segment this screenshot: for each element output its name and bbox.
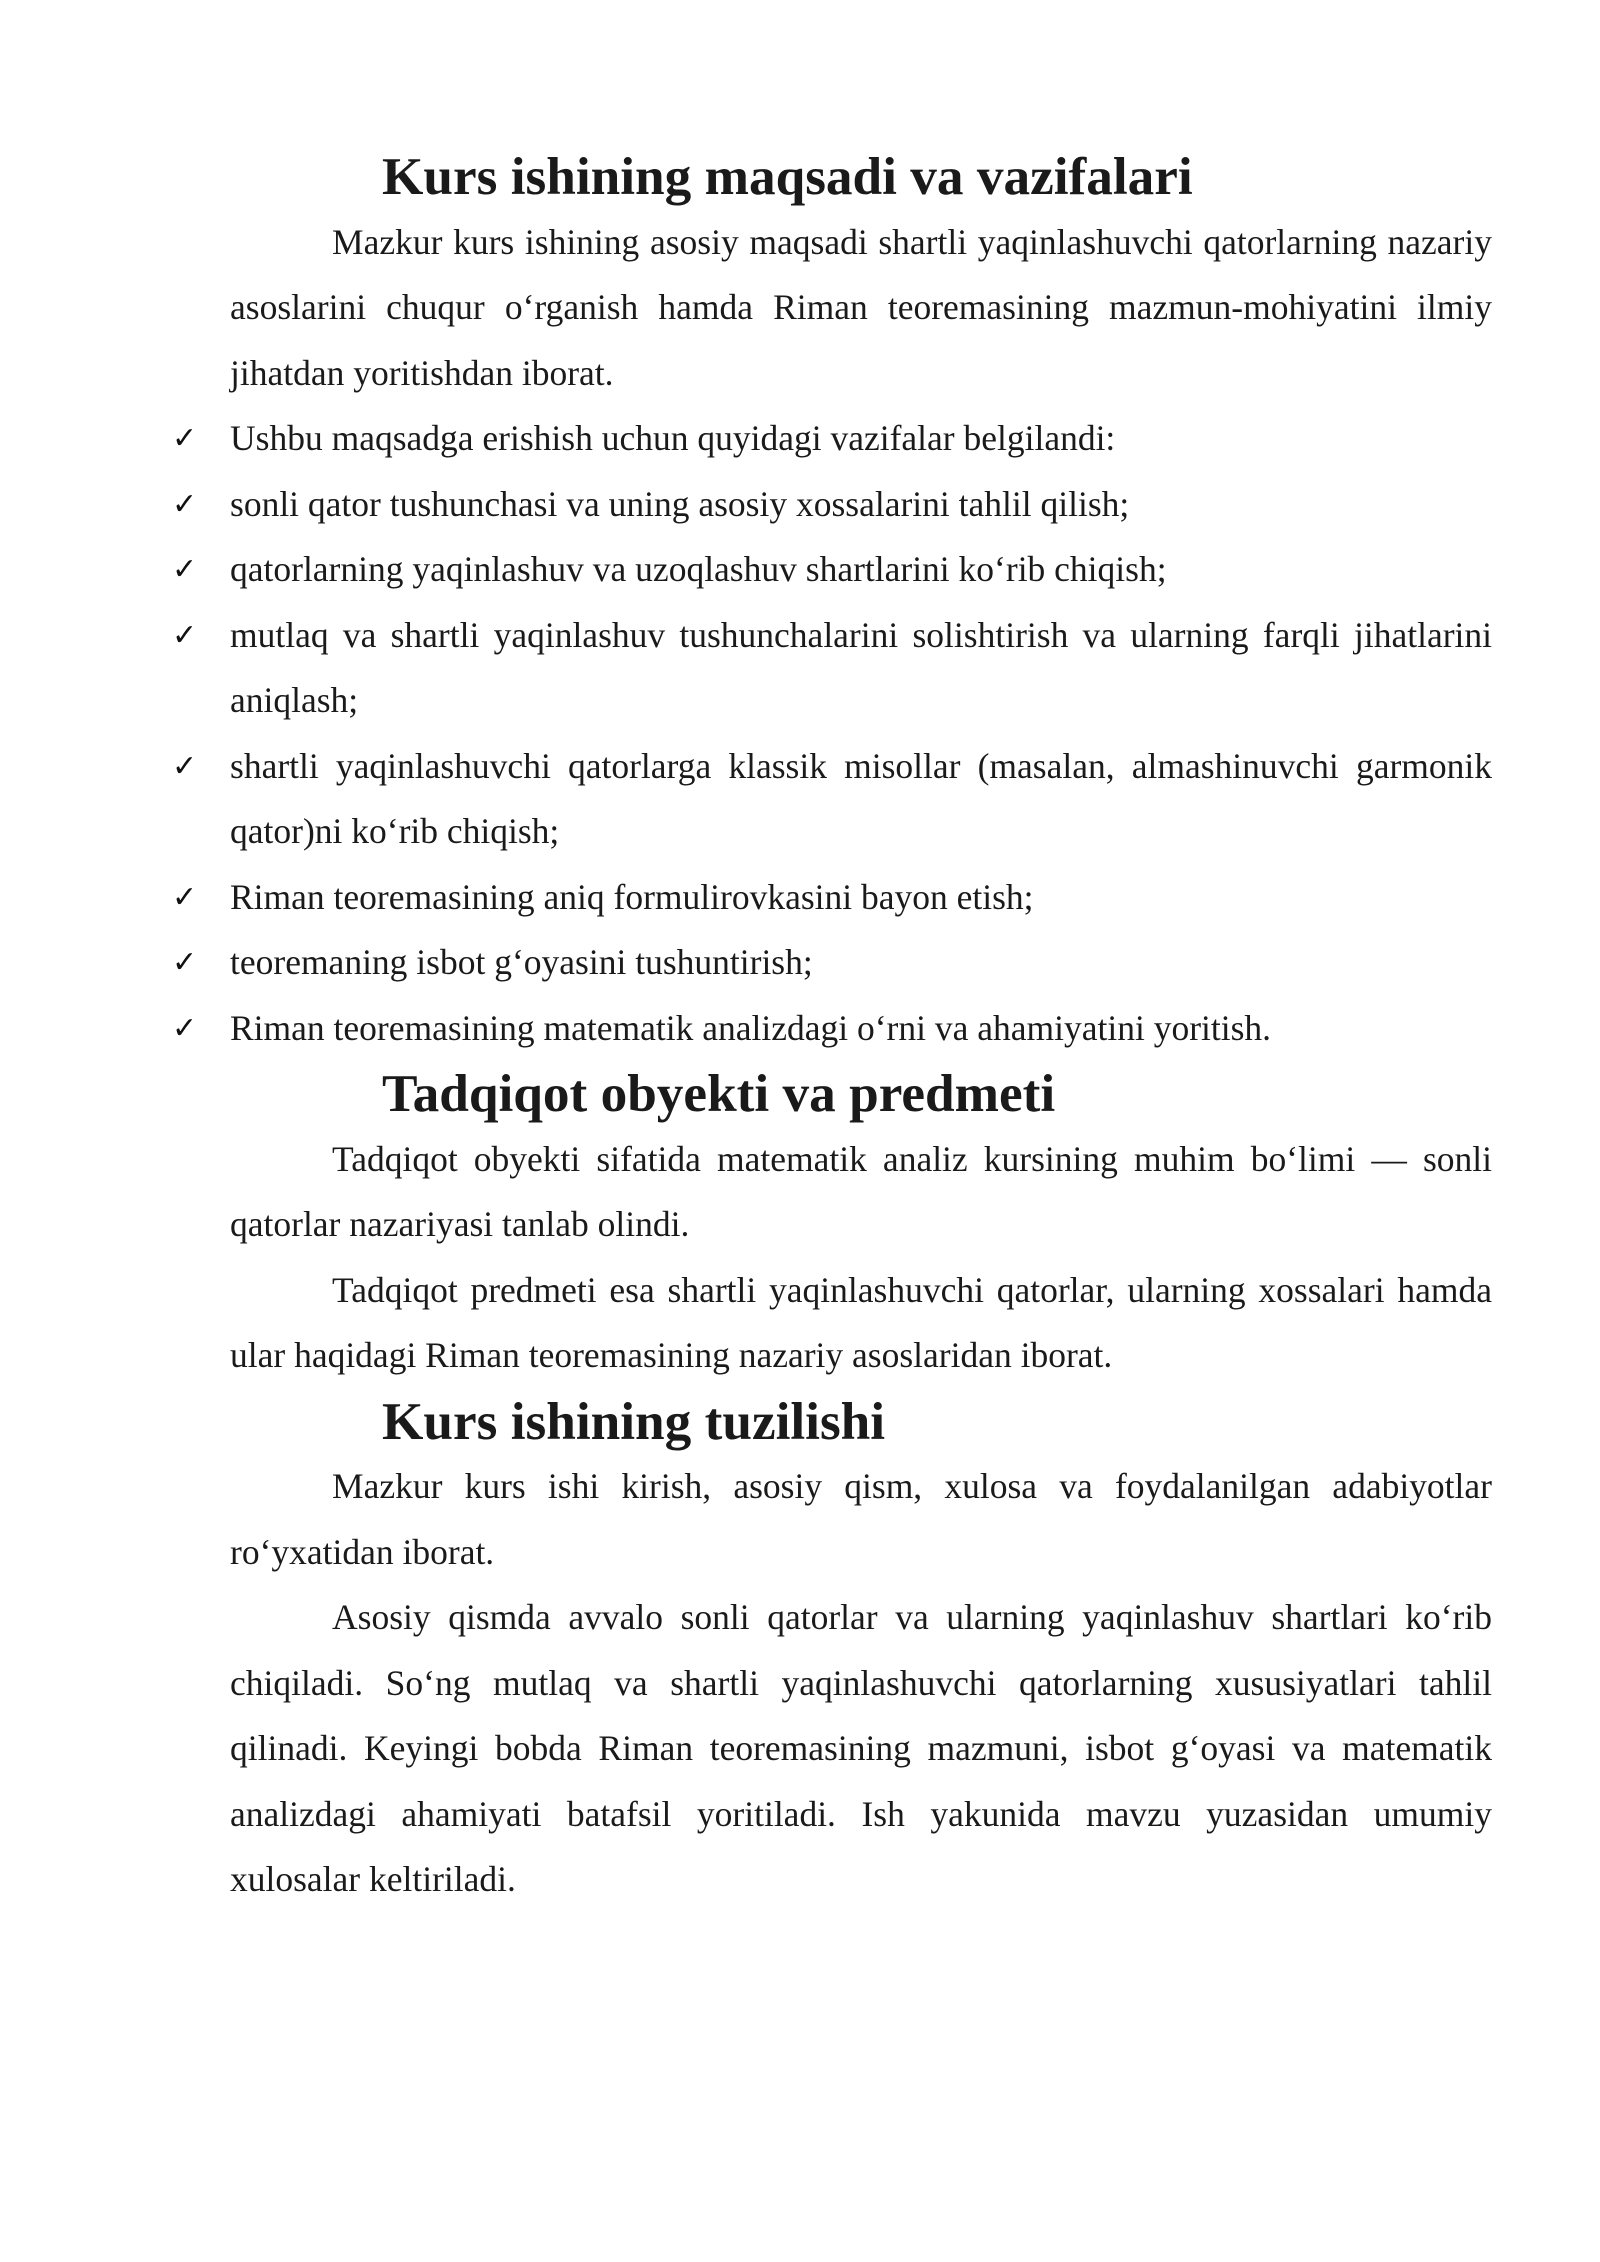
section-heading-structure: Kurs ishining tuzilishi: [382, 1391, 886, 1451]
checklist-item: [172, 930, 1492, 996]
object-paragraph: Tadqiqot obyekti sifatida matematik analiz kursining muhim bo‘limi — sonli qatorlar nazariyasi tanlab olindi.: [230, 1138, 1492, 1244]
checklist-item-text: Riman teoremasining matematik analizdagi o‘rni va ahamiyatini yoritish.: [230, 1007, 1272, 1048]
checkmark-icon: ✓: [172, 945, 198, 980]
checklist-item: [172, 537, 1492, 603]
checkmark-icon: ✓: [172, 552, 198, 587]
checklist-item-text: sonli qator tushunchasi va uning asosiy xossalarini tahlil qilish;: [230, 483, 1130, 524]
checklist-item: [172, 472, 1492, 538]
checklist-item: [172, 603, 1492, 734]
tasks-checklist: [172, 406, 1492, 1061]
goals-paragraph: Mazkur kurs ishining asosiy maqsadi shartli yaqinlashuvchi qatorlarning nazariy asoslarini chuqur o‘rganish hamda Riman teoremasining mazmun-mohiyatini ilmiy jihatdan yoritishdan iborat.: [230, 221, 1492, 393]
document-body: [172, 144, 1492, 1913]
checklist-item-text: teoremaning isbot g‘oyasini tushuntirish;: [230, 942, 813, 982]
checklist-item: [172, 865, 1492, 931]
checkmark-icon: ✓: [172, 617, 198, 653]
checklist-item: [172, 734, 1492, 865]
checkmark-icon: ✓: [172, 486, 198, 522]
subject-paragraph: Tadqiqot predmeti esa shartli yaqinlashuvchi qatorlar, ularning xossalari hamda ular haqidagi Riman teoremasining nazariy asoslaridan iborat.: [230, 1269, 1492, 1375]
section-heading-goals: Kurs ishining maqsadi va vazifalari: [382, 147, 1193, 206]
checklist-item-text: Riman teoremasining aniq formulirovkasini bayon etish;: [230, 876, 1034, 917]
section-heading-object: Tadqiqot obyekti va predmeti: [382, 1064, 1056, 1123]
checklist-item-text: Ushbu maqsadga erishish uchun quyidagi vazifalar belgilandi:: [230, 418, 1116, 458]
checkmark-icon: ✓: [172, 1010, 198, 1046]
structure-paragraph: Mazkur kurs ishi kirish, asosiy qism, xulosa va foydalanilgan adabiyotlar ro‘yxatidan iborat.: [230, 1466, 1492, 1572]
checklist-item-text: shartli yaqinlashuvchi qatorlarga klassik misollar (masalan, almashinuvchi garmonik qator)ni ko‘rib chiqish;: [230, 745, 1492, 851]
checklist-item: [172, 406, 1492, 472]
checklist-item: [172, 996, 1492, 1062]
checkmark-icon: ✓: [172, 879, 198, 915]
checkmark-icon: ✓: [172, 748, 198, 784]
main-part-paragraph: Asosiy qismda avvalo sonli qatorlar va ularning yaqinlashuv shartlari ko‘rib chiqiladi. So‘ng mutlaq va shartli yaqinlashuvchi qatorlarning xususiyatlari tahlil qilinadi. Keyingi bobda Riman teoremasining mazmuni, isbot g‘oyasi va matematik analizdagi ahamiyati batafsil yoritiladi. Ish yakunida mavzu yuzasidan umumiy xulosalar keltiriladi.: [230, 1597, 1492, 1899]
checklist-item-text: qatorlarning yaqinlashuv va uzoqlashuv shartlarini ko‘rib chiqish;: [230, 549, 1167, 589]
checklist-item-text: mutlaq va shartli yaqinlashuv tushunchalarini solishtirish va ularning farqli jihatlarini aniqlash;: [230, 614, 1492, 720]
checkmark-icon: ✓: [172, 421, 198, 456]
